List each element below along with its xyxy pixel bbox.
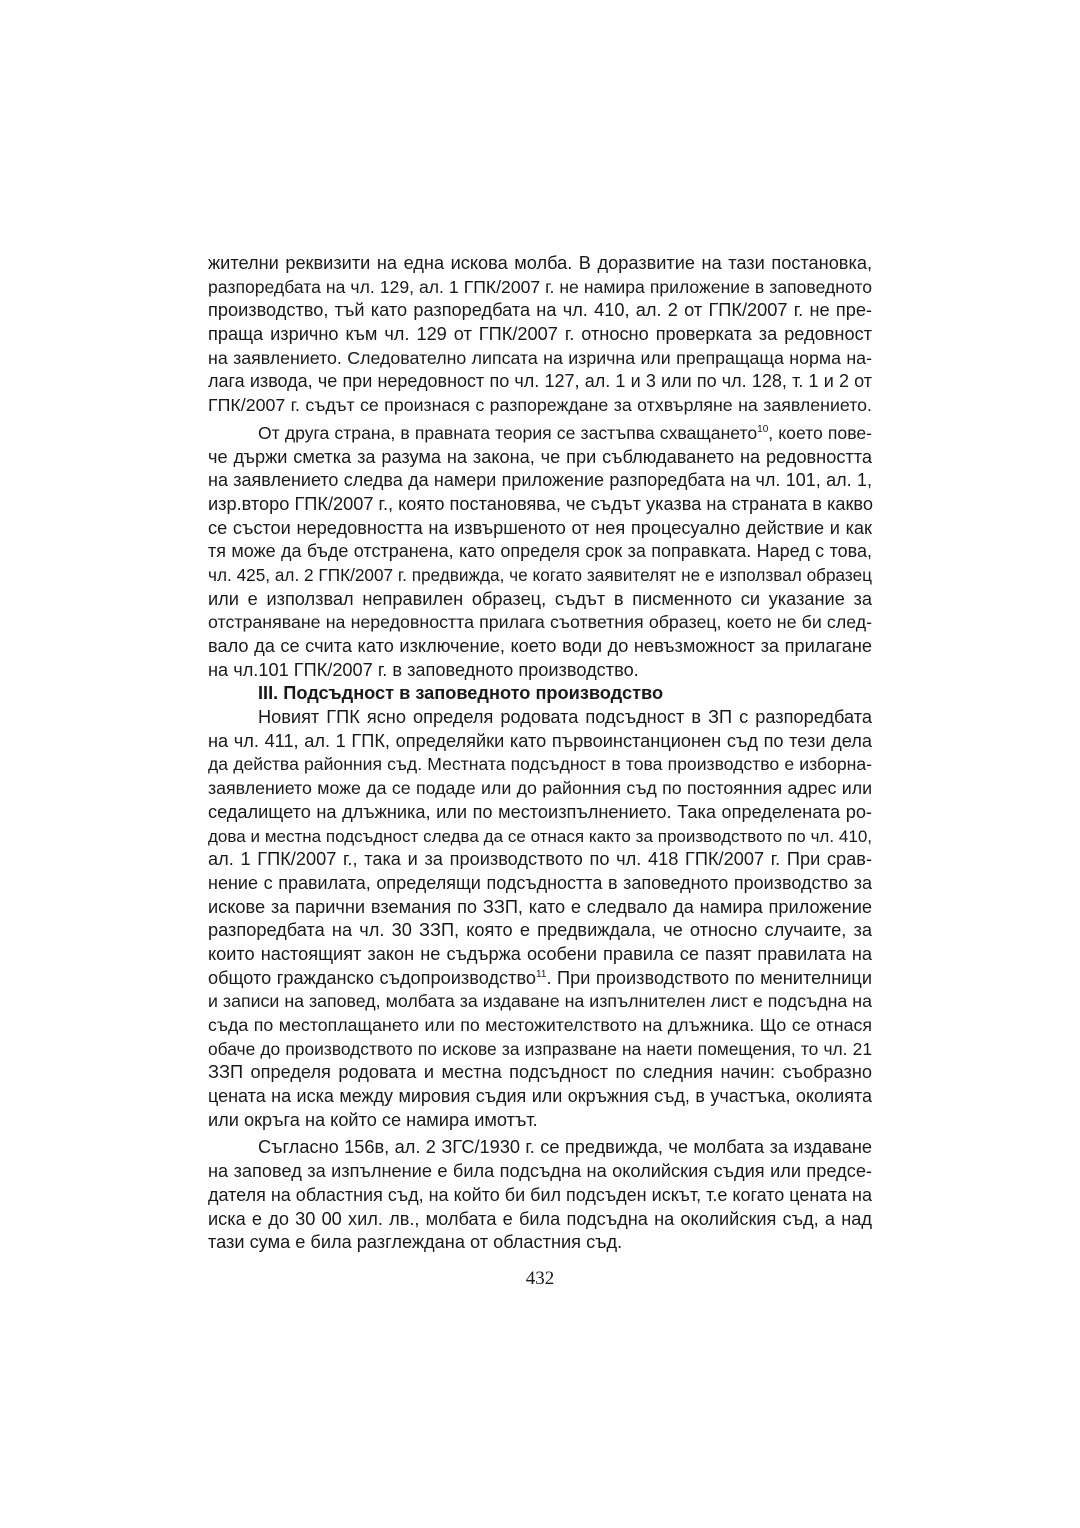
text-line: заявлението може да се подаде или до районния съд по постоянния адрес или <box>208 778 872 799</box>
text-line: нение с правилата, определящи подсъдността в заповедното производство за <box>208 872 872 893</box>
text-line: отстраняване на нередовността прилага съответния образец, което не би след- <box>208 612 872 633</box>
section-heading: III. Подсъдност в заповедното производство <box>258 683 664 704</box>
text-line: чл. 425, ал. 2 ГПК/2007 г. предвижда, че когато заявителят не е използвал образец <box>208 564 872 585</box>
text-line: че държи сметка за разума на закона, че при съблюдаването на редовността <box>208 446 872 467</box>
text-line: Новият ГПК ясно определя родовата подсъдност в ЗП с разпоредбата <box>258 707 872 728</box>
page-number: 432 <box>525 1268 555 1289</box>
text-line: и записи на заповед, молбата за издаване на изпълнителен лист е подсъдна на <box>208 991 872 1012</box>
text-line: седалището на длъжника, или по местоизпълнението. Така определената ро- <box>208 801 872 822</box>
text-line: производство, тъй като разпоредбата на чл. 410, ал. 2 от ГПК/2007 г. не пре- <box>208 300 872 321</box>
text-line: Съгласно 156в, ал. 2 ЗГС/1930 г. се предвижда, че молбата за издаване <box>258 1137 872 1158</box>
text-segment: От друга страна, в правната теория се застъпва схващането <box>258 422 758 443</box>
text-line: или окръга на който се намира имотът. <box>208 1109 538 1130</box>
text-line: дателя на областния съд, на който би бил подсъден искът, т.е когато цената на <box>208 1184 872 1205</box>
paragraph <box>208 706 872 1132</box>
text-line: на чл.101 ГПК/2007 г. в заповедното производство. <box>208 659 639 680</box>
text-line: обаче до производството по искове за изпразване на наети помещения, то чл. 21 <box>208 1038 872 1059</box>
text-line: на заявлението следва да намери приложение разпоредбата на чл. 101, ал. 1, <box>208 470 872 491</box>
text-line: иска е до 30 00 хил. лв., молбата е била подсъдна на околийския съд, а над <box>208 1208 872 1229</box>
text-line: ал. 1 ГПК/2007 г., така и за производството по чл. 418 ГПК/2007 г. При срав- <box>208 849 872 870</box>
text-line: на чл. 411, ал. 1 ГПК, определяйки като първоинстанционен съд по тези дела <box>208 730 872 751</box>
text-line: лага извода, че при нередовност по чл. 127, ал. 1 и 3 или по чл. 128, т. 1 и 2 от <box>208 371 872 392</box>
text-line: искове за парични вземания по ЗЗП, като е следвало да намира приложение <box>208 896 872 917</box>
text-line <box>208 422 872 446</box>
text-line: тя може да бъде отстранена, като определя срок за поправката. Наред с това, <box>208 541 872 562</box>
paragraph <box>208 252 872 418</box>
text-line: които настоящият закон не съдържа особени правила се пазят правилата на <box>208 943 872 964</box>
text-segment: . При производството по менителници <box>546 967 872 988</box>
text-line: на заявлението. Следователно липсата на изрична или препращаща норма на- <box>208 347 872 368</box>
text-line: или е използвал неправилен образец, съдът в писменното си указание за <box>208 588 872 609</box>
text-line: жителни реквизити на една искова молба. В доразвитие на тази постановка, <box>208 253 872 273</box>
text-line: цената на иска между мировия съдия или окръжния съд, в участъка, околията <box>208 1086 872 1107</box>
text-line: дова и местна подсъдност следва да се отнася както за производството по чл. 410, <box>208 826 872 846</box>
footnote-ref: 11 <box>536 968 547 980</box>
body-text <box>208 252 872 1255</box>
text-line: ГПК/2007 г. съдът се произнася с разпореждане за отхвърляне на заявлението. <box>208 395 872 416</box>
text-line: на заповед за изпълнение е била подсъдна на околийския съдия или предсе- <box>208 1161 872 1182</box>
text-line: праща изрично към чл. 129 от ГПК/2007 г. относно проверката за редовност <box>208 324 872 345</box>
text-line: разпоредбата на чл. 129, ал. 1 ГПК/2007 г. не намира приложение в заповедното <box>208 276 872 297</box>
text-segment: , което пове- <box>768 422 873 443</box>
text-segment: общото гражданско съдопроизводство <box>208 967 537 988</box>
text-line: тази сума е била разглеждана от областния съд. <box>208 1232 623 1253</box>
paragraph <box>208 1136 872 1254</box>
text-line: разпоредбата на чл. 30 ЗЗП, която е предвиждала, че относно случаите, за <box>208 920 872 941</box>
text-line: се състои нередовността на извършеното от нея процесуално действие и как <box>208 517 872 538</box>
text-line: съда по местоплащането или по местожителството на длъжника. Що се отнася <box>208 1015 872 1035</box>
paragraph <box>208 422 872 683</box>
text-line <box>208 967 872 991</box>
text-line: да действа районния съд. Местната подсъдност в това производство е изборна- <box>208 754 872 775</box>
text-line: изр.второ ГПК/2007 г., която постановява, че съдът указва на страната в какво <box>208 493 873 514</box>
text-line: ЗЗП определя родовата и местна подсъдност по следния начин: съобразно <box>208 1062 872 1083</box>
text-line: вало да се счита като изключение, което води до невъзможност за прилагане <box>208 636 872 656</box>
footnote-ref: 10 <box>757 423 769 435</box>
